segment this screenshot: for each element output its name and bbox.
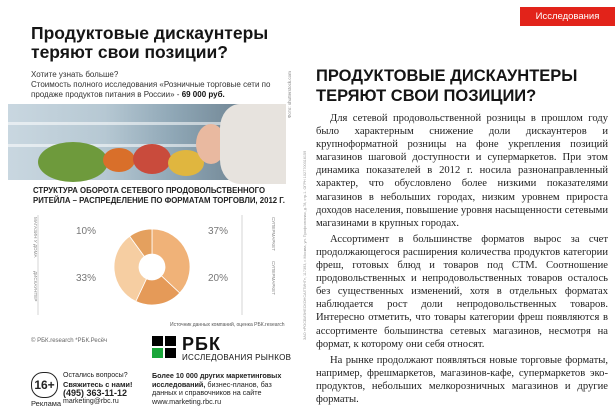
- publisher-imprint: ЗАО «РОСБИЗНЕСКОНСАЛТИНГ», 117393, г. Москва, ул. Профсоюзная, д.78, стр.1. ОГРН 1027700316159: [303, 150, 307, 340]
- age-rating-badge: 16+: [31, 372, 58, 398]
- contact-email[interactable]: marketing@rbc.ru: [63, 397, 119, 405]
- article-title: ПРОДУКТОВЫЕ ДИСКАУНТЕРЫ ТЕРЯЮТ СВОИ ПОЗИЦИИ?: [316, 67, 578, 105]
- pie-chart: [30, 215, 280, 320]
- pie-slices: [114, 229, 190, 305]
- pie-category-label: СУПЕРМАРКЕТ: [271, 217, 276, 251]
- contact-block: [63, 372, 143, 406]
- ad-question: Хотите узнать больше?: [31, 70, 119, 79]
- photo-caption: Фото: shutterstock.com: [287, 71, 292, 118]
- pie-category-label: МАГАЗИН У ДОМА: [33, 217, 38, 258]
- more-research-block: [152, 372, 292, 406]
- article-paragraph: Ассортимент в большинстве форматов вырос за счет продолжающегося расширения количества продуктов категории фреш, готовых блюд и товаров под СТМ. Соотношение продовольственных и непродовольственных товаров осталось без существенных изменений, хотя в отдельных форматах наблюдается рост доли непродовольственных товаров. Интересно отметить, что товары категории фреш появляются в ассортименте большинства сетевых магазинов, несмотря на формат, к которому они себя относят.: [316, 233, 608, 350]
- more-research-url[interactable]: www.marketing.rbc.ru: [152, 396, 222, 406]
- ad-cost-text: Стоимость полного исследования «Розничные торговые сети по продаже продуктов питания в России» -: [31, 80, 271, 99]
- ad-cost-price: 69 000 руб.: [181, 90, 225, 99]
- rbk-stamp: © РБК.research *РБК.Ресёч: [31, 338, 108, 344]
- pie-value-label: 10%: [75, 226, 97, 237]
- ad-title: Продуктовые дискаунтеры теряют свои позиции?: [31, 23, 269, 62]
- more-research-text: бизнес-планов, баз данных и справочников на сайте: [152, 379, 272, 398]
- rbk-logo: [152, 334, 292, 362]
- advertisement-page: [0, 0, 307, 420]
- rbk-subtitle: ИССЛЕДОВАНИЯ РЫНКОВ: [182, 353, 292, 362]
- contact-call-to-action: Свяжитесь с нами!: [63, 379, 133, 389]
- article-body: [316, 112, 608, 406]
- produce-tomatoes: [133, 144, 171, 174]
- section-tag: Исследования: [520, 7, 615, 26]
- pie-value-label: 37%: [207, 226, 229, 237]
- article-paragraph: На рынке продолжают появляться новые торговые форматы, например, фрешмаркетов, магазинов-кафе, супермаркетов эко-продуктов, небольших мелкорозничных магазинов и другие форматы.: [316, 354, 608, 405]
- rbk-name: РБК: [182, 334, 221, 354]
- pie-value-label: 20%: [207, 273, 229, 284]
- pie-value-label: 33%: [75, 273, 97, 284]
- contact-question: Остались вопросы?: [63, 372, 128, 379]
- chart-source: Источник данных компаний, оценка РБК.research: [170, 322, 285, 328]
- rbk-logo-icon: [152, 336, 178, 358]
- pie-category-label: ДИСКАУНТЕР: [33, 271, 38, 302]
- ad-cost: [31, 80, 291, 100]
- more-research-bold: Более 10 000 других маркетинговых исследований,: [152, 371, 282, 389]
- pie-category-label: СУПЕРМАРКЕТ: [271, 261, 276, 295]
- produce-oranges: [103, 148, 135, 172]
- shopper-sleeve: [220, 104, 286, 184]
- produce-greens: [38, 142, 108, 182]
- contact-phone[interactable]: (495) 363-11-12: [63, 388, 128, 399]
- supermarket-photo: [8, 104, 284, 180]
- advert-label: Реклама: [31, 399, 62, 408]
- article-paragraph: Для сетевой продовольственной розницы в прошлом году было характерным снижение доли дискаунтеров и крупноформатной розницы на фоне укрепления позиций магазинов шаговой доступности и супермаркетов. При этом динамика показателей в 2012 г. носила разнонаправленный характер, что обусловлено более низкими показателями магазинов в небольших городах, низким уровнем прироста доходов населения, повышение уровня насыщенности сетевыми магазинами в крупных городах.: [316, 113, 608, 229]
- chart-title: СТРУКТУРА ОБОРОТА СЕТЕВОГО ПРОДОВОЛЬСТВЕННОГО РИТЕЙЛА – РАСПРЕДЕЛЕНИЕ ПО ФОРМАТАМ ТОРГОВЛИ, 2012 Г.: [33, 186, 285, 205]
